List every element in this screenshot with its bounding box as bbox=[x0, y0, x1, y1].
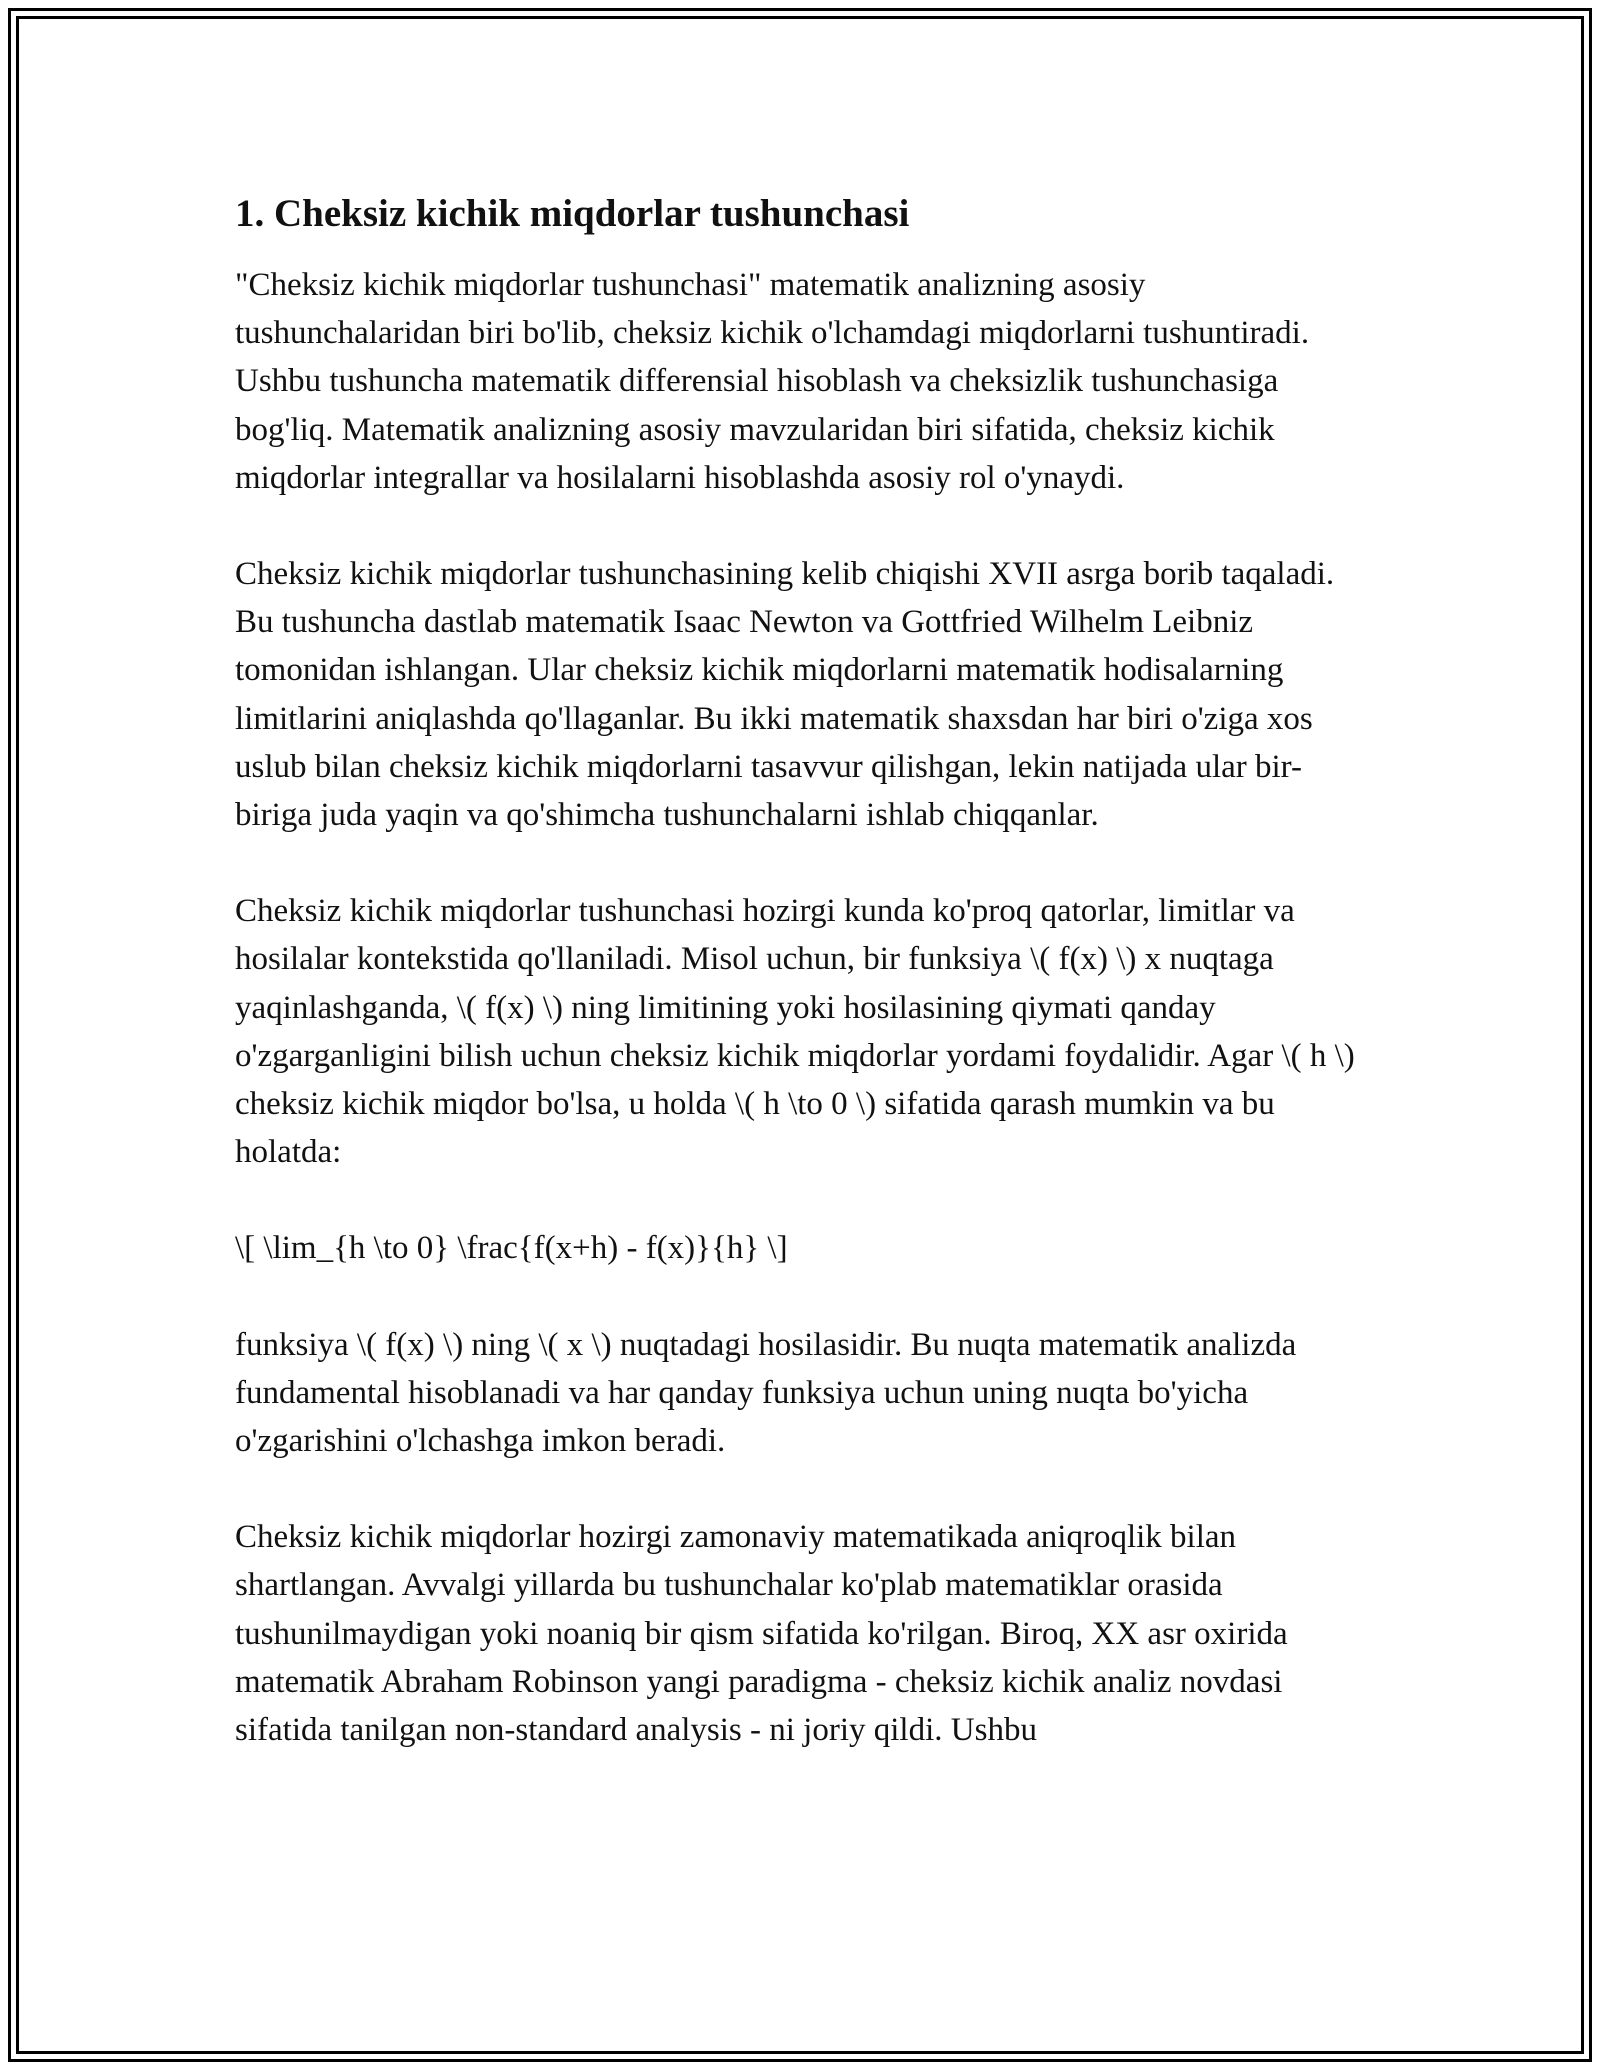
formula-line: \[ \lim_{h \to 0} \frac{f(x+h) - f(x)}{h} \] bbox=[235, 1230, 788, 1267]
paragraph-history: Cheksiz kichik miqdorlar tushunchasining kelib chiqishi XVII asrga borib taqaladi. Bu tushuncha dastlab matematik Isaac Newton va Gottfried Wilhelm Leibniz tomonidan ishlangan. Ular cheksiz kichik miqdorlarni matematik hodisalarning limitlarini aniqlashda qo'llaganlar. Bu ikki matematik shaxsdan har biri o'ziga xos uslub bilan cheksiz kichik miqdorlarni tasavvur qilishgan, lekin natijada ular bir-biriga juda yaqin va qo'shimcha tushunchalarni ishlab chiqqanlar. bbox=[235, 556, 1335, 834]
paragraph-modern: Cheksiz kichik miqdorlar hozirgi zamonaviy matematikada aniqroqlik bilan shartlangan. Avvalgi yillarda bu tushunchalar ko'plab matematiklar orasida tushunilmaydigan yoki noaniq bir qism sifatida ko'rilgan. Biroq, XX asr oxirida matematik Abraham Robinson yangi paradigma - cheksiz kichik analiz novdasi sifatida tanilgan non-standard analysis - ni joriy qildi. Ushbu bbox=[235, 1519, 1288, 1749]
paragraph-derivative: funksiya \( f(x) \) ning \( x \) nuqtadagi hosilasidir. Bu nuqta matematik analizda fundamental hisoblanadi va har qanday funksiya uchun uning nuqta bo'yicha o'zgarishini o'lchashga imkon beradi. bbox=[235, 1326, 1297, 1460]
document-body bbox=[235, 185, 1375, 1802]
paragraph-intro: "Cheksiz kichik miqdorlar tushunchasi" matematik analizning asosiy tushunchalaridan biri bo'lib, cheksiz kichik o'lchamdagi miqdorlarni tushuntiradi. Ushbu tushuncha matematik differensial hisoblash va cheksizlik tushunchasiga bog'liq. Matematik analizning asosiy mavzularidan biri sifatida, cheksiz kichik miqdorlar integrallar va hosilalarni hisoblashda asosiy rol o'ynaydi. bbox=[235, 267, 1310, 496]
paragraph-usage: Cheksiz kichik miqdorlar tushunchasi hozirgi kunda ko'proq qatorlar, limitlar va hosilalar kontekstida qo'llaniladi. Misol uchun, bir funksiya \( f(x) \) x nuqtaga yaqinlashganda, \( f(x) \) ning limitining yoki hosilasining qiymati qanday o'zgarganligini bilish uchun cheksiz kichik miqdorlar yordami foydalidir. Agar \( h \) cheksiz kichik miqdor bo'lsa, u holda \( h \to 0 \) sifatida qarash mumkin va bu holatda: bbox=[235, 893, 1355, 1171]
section-heading: 1. Cheksiz kichik miqdorlar tushunchasi bbox=[235, 192, 910, 235]
